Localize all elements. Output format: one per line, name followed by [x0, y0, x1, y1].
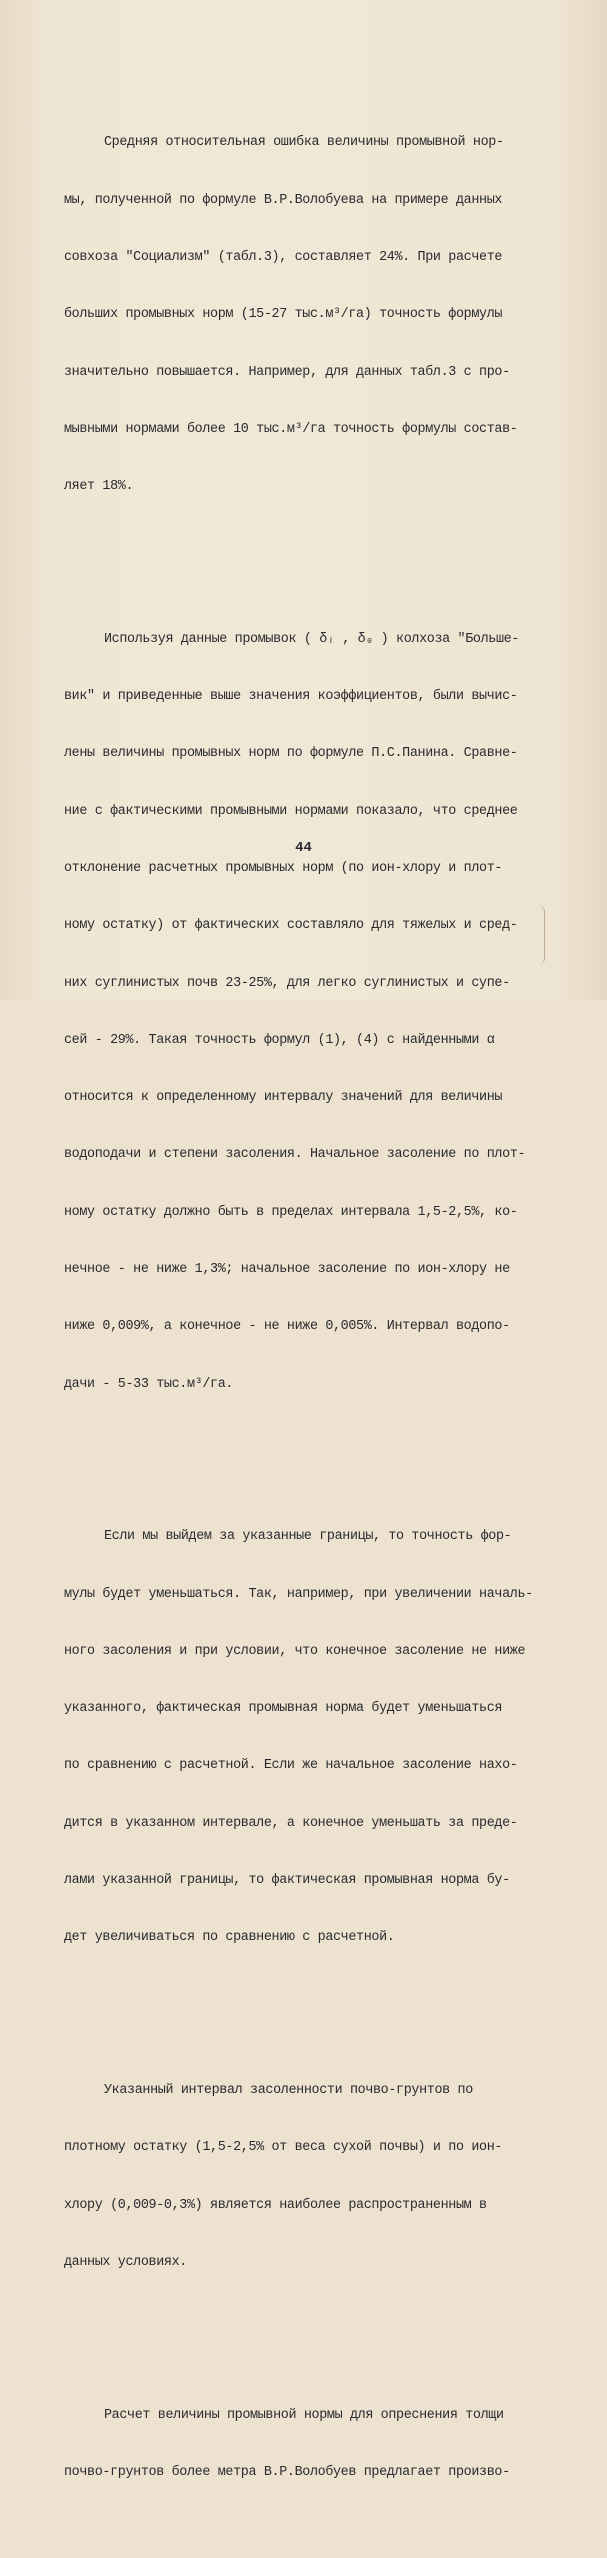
text-line: совхоза "Социализм" (табл.3), составляет 24%. При расчете — [64, 250, 503, 266]
text-line: Если мы выйдем за указанные границы, то точность фор- — [104, 1529, 512, 1545]
text-line: дет увеличиваться по сравнению с расчетной. — [64, 1930, 395, 1946]
text-line: ние с фактическими промывными нормами показало, что среднее — [64, 803, 518, 819]
text-line: лами указанной границы, то фактическая промывная норма бу- — [64, 1873, 510, 1888]
text-line: ному остатку должно быть в пределах интервала 1,5-2,5%, ко- — [64, 1204, 518, 1220]
text-line: Расчет величины промывной нормы для опреснения толщи — [104, 2407, 504, 2423]
paragraph-3 — [64, 1489, 550, 1985]
text-line: больших промывных норм (15-27 тыс.м³/га) точность формулы — [64, 307, 503, 323]
text-line: указанного, фактическая промывная норма будет уменьшаться — [64, 1701, 503, 1717]
text-line: ному остатку) от фактических составляло для тяжелых и сред- — [64, 918, 518, 934]
text-line: дачи - 5-33 тыс.м³/га. — [64, 1376, 234, 1392]
text-line: хлору (0,009-0,3%) является наиболее распространенным в — [64, 2197, 487, 2213]
paper-edge-mark — [538, 905, 545, 965]
page-number: 44 — [295, 840, 312, 856]
text-line: вик" и приведенные выше значения коэффициентов, были вычис- — [64, 689, 518, 705]
paragraph-4 — [64, 2043, 550, 2310]
text-line: ниже 0,009%, а конечное - не ниже 0,005%. Интервал водопо- — [64, 1319, 510, 1335]
text-line: по сравнению с расчетной. Если же начальное засоление нахо- — [64, 1758, 518, 1774]
text-line: ного засоления и при условии, что конечное засоление не ниже — [64, 1643, 526, 1659]
text-line: почво-грунтов более метра В.Р.Волобуев предлагает произво- — [64, 2464, 510, 2480]
text-line: мы, полученной по формуле В.Р.Волобуева на примере данных — [64, 192, 503, 208]
text-line: отклонение расчетных промывных норм (по ион-хлору и плот- — [64, 861, 503, 877]
text-line: мулы будет уменьшаться. Так, например, при увеличении началь- — [64, 1586, 533, 1602]
text-line: мывными нормами более 10 тыс.м³/га точность формулы состав- — [64, 421, 518, 437]
text-line: плотному остатку (1,5-2,5% от веса сухой почвы) и по ион- — [64, 2140, 503, 2156]
text-line: сей - 29%. Такая точность формул (1), (4) с найденными α — [64, 1032, 495, 1048]
text-line: Средняя относительная ошибка величины промывной нор- — [104, 135, 504, 151]
paragraph-5 — [64, 2367, 550, 2520]
text-line: дится в указанном интервале, а конечное уменьшать за преде- — [64, 1815, 518, 1831]
text-line: них суглинистых почв 23-25%, для легко суглинистых и супе- — [64, 975, 510, 991]
text-line: водоподачи и степени засоления. Начальное засоление по плот- — [64, 1147, 526, 1163]
text-line: нечное - не ниже 1,3%; начальное засоление по ион-хлору не — [64, 1262, 510, 1277]
paragraph-1 — [64, 95, 550, 534]
text-line: значительно повышается. Например, для данных табл.3 с про- — [64, 364, 510, 380]
text-line: относится к определенному интервалу значений для величины — [64, 1090, 503, 1106]
text-line: Указанный интервал засоленности почво-грунтов по — [104, 2083, 473, 2099]
text-line: данных условиях. — [64, 2254, 187, 2270]
text-line: Используя данные промывок ( δᵢ , δ₀ ) колхоза "Больше- — [104, 631, 520, 647]
text-line: лены величины промывных норм по формуле П.С.Панина. Сравне- — [64, 746, 518, 762]
paragraph-2 — [64, 592, 550, 1432]
text-line: ляет 18%. — [64, 479, 134, 495]
body-text — [64, 38, 550, 2558]
